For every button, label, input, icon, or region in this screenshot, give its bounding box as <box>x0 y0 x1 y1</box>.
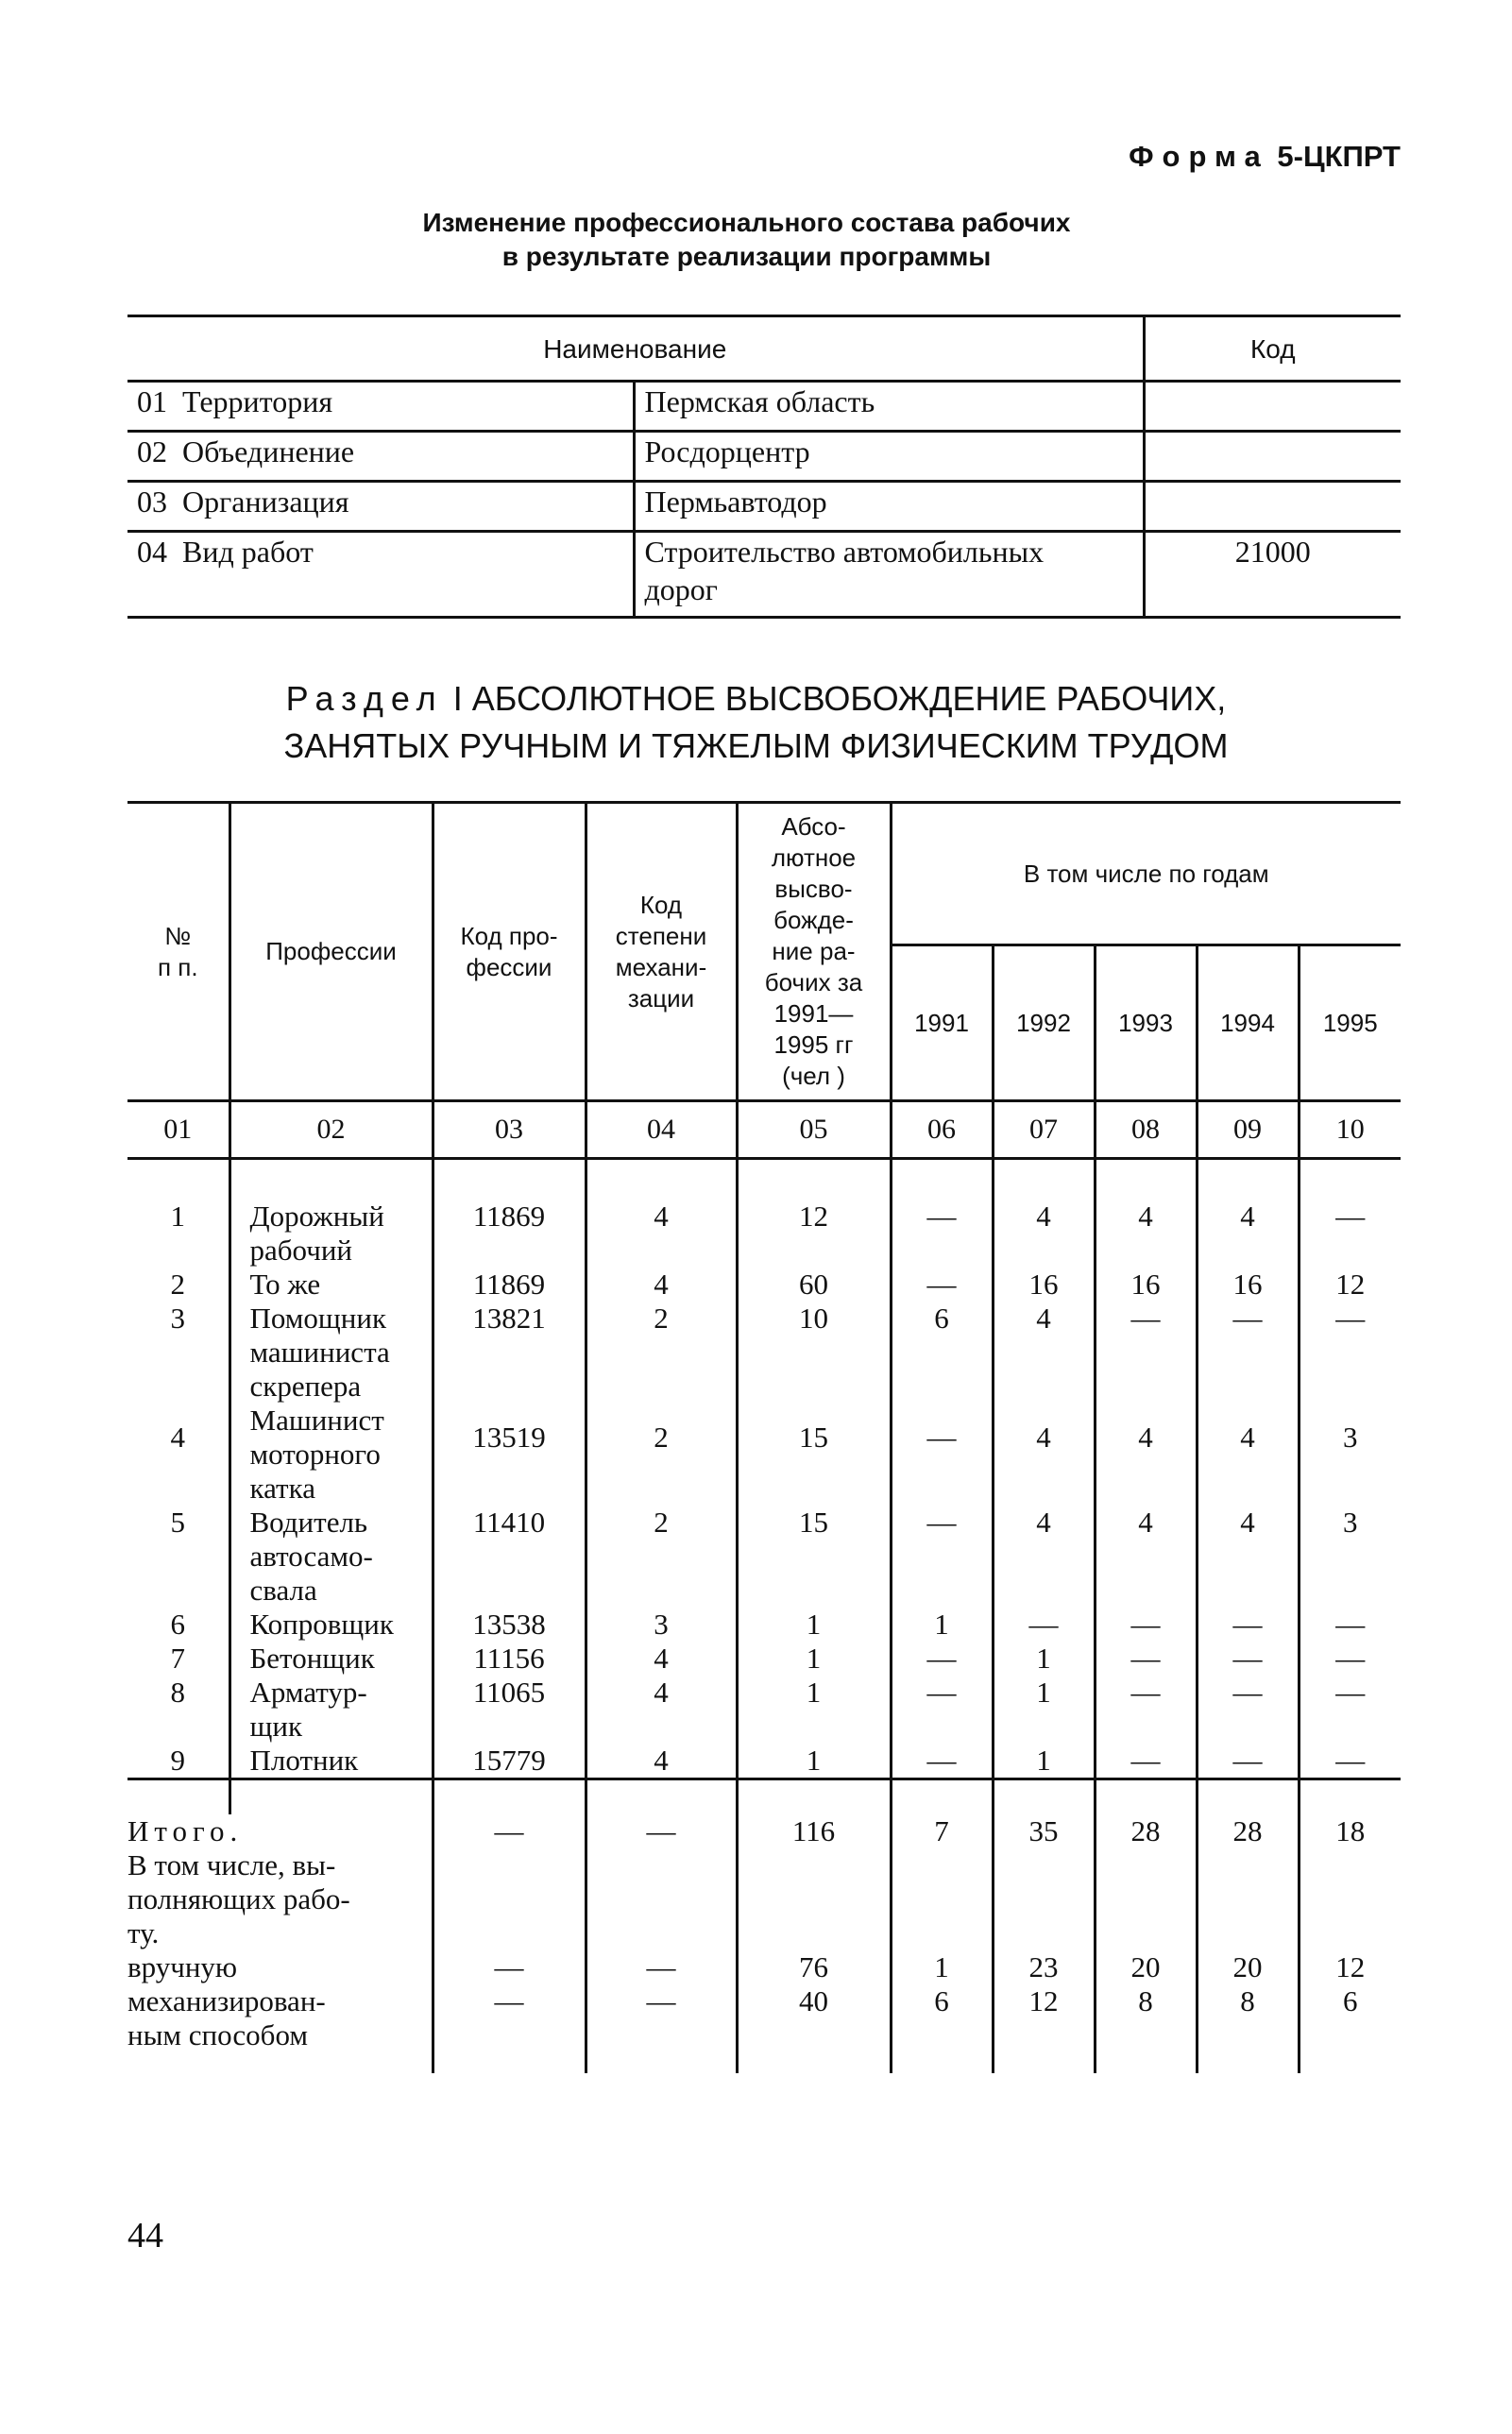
col-header-profession: Профессии <box>229 803 433 1101</box>
title-line-2: в результате реализации программы <box>501 242 992 271</box>
col-number: 01 <box>127 1101 229 1159</box>
table-row: 9 Плотник 15779 4 1 — 1 — — — <box>127 1744 1401 1779</box>
col-number: 02 <box>229 1101 433 1159</box>
col-number: 07 <box>993 1101 1095 1159</box>
col-header-year: 1991 <box>891 945 993 1101</box>
document-title <box>0 206 1512 274</box>
form-label-code: 5-ЦКПРТ <box>1277 140 1401 173</box>
col-header-year: 1992 <box>993 945 1095 1101</box>
page-number: 44 <box>127 2216 163 2255</box>
header-row <box>127 482 1401 532</box>
totals-manual-row: вручную — — 76 1 23 20 20 12 <box>127 1950 1401 1984</box>
totals-including-row: В том числе, вы- полняющих рабо- ту. <box>127 1848 1401 1950</box>
header-row <box>127 382 1401 432</box>
totals-label: Итого. <box>127 1814 244 1847</box>
header-info-table <box>127 315 1401 619</box>
totals-mechanized-row: механизирован- ным способом — — 40 6 12 8 8 6 <box>127 1984 1401 2052</box>
table-row: 7 Бетонщик 11156 4 1 — 1 — — — <box>127 1642 1401 1676</box>
table-row: 5 Водитель автосамо- свала 11410 2 15 — 4 4 4 3 <box>127 1506 1401 1608</box>
totals-row: Итого. — — 116 7 35 28 28 18 <box>127 1814 1401 1848</box>
header-row-code <box>1144 382 1401 432</box>
header-row-label: 01 Территория <box>127 382 634 432</box>
header-row-label: 02 Объединение <box>127 432 634 482</box>
header-row-value: Пермьавтодор <box>634 482 1144 532</box>
section-numeral: I <box>452 679 463 718</box>
header-row-code <box>1144 482 1401 532</box>
table-row: 3 Помощник машиниста скрепера 13821 2 10 6 4 — — — <box>127 1302 1401 1404</box>
section-prefix: Раздел <box>285 679 444 718</box>
title-line-1: Изменение профессионального состава рабочих <box>422 208 1071 237</box>
header-row-code <box>1144 432 1401 482</box>
col-header-year: 1994 <box>1197 945 1299 1101</box>
form-label <box>1129 140 1401 174</box>
col-header-abs: Абсо- лютное высво- божде- ние ра- бочих за 1991— 1995 гг (чел ) <box>737 803 891 1101</box>
table-row: 8 Арматур- щик 11065 4 1 — 1 — — — <box>127 1676 1401 1744</box>
col-number: 09 <box>1197 1101 1299 1159</box>
col-header-years-group: В том числе по годам <box>891 803 1401 945</box>
col-number: 08 <box>1095 1101 1197 1159</box>
column-number-row <box>127 1101 1401 1159</box>
header-col-name: Наименование <box>127 316 1144 382</box>
section-line-2: ЗАНЯТЫХ РУЧНЫМ И ТЯЖЕЛЫМ ФИЗИЧЕСКИМ ТРУДОМ <box>283 726 1229 765</box>
header-row-value: Росдорцентр <box>634 432 1144 482</box>
col-header-year: 1993 <box>1095 945 1197 1101</box>
col-header-code-mech: Код степени механи- зации <box>586 803 737 1101</box>
header-row-value: Строительство автомобильных дорог <box>634 532 1144 618</box>
table-row: 1 Дорожный рабочий 11869 4 12 — 4 4 4 — <box>127 1200 1401 1268</box>
col-header-num: № п п. <box>127 803 229 1101</box>
table-row: 2 То же 11869 4 60 — 16 16 16 12 <box>127 1268 1401 1302</box>
header-col-code: Код <box>1144 316 1401 382</box>
main-table <box>127 801 1401 2073</box>
col-header-code-prof: Код про- фессии <box>433 803 586 1101</box>
col-number: 05 <box>737 1101 891 1159</box>
table-row: 6 Копровщик 13538 3 1 1 — — — — <box>127 1608 1401 1642</box>
section-line-1: АБСОЛЮТНОЕ ВЫСВОБОЖДЕНИЕ РАБОЧИХ, <box>471 679 1227 718</box>
form-label-prefix: Форма <box>1129 140 1269 173</box>
header-row-code: 21000 <box>1144 532 1401 618</box>
header-row-label: 04 Вид работ <box>127 532 634 618</box>
header-row-label: 03 Организация <box>127 482 634 532</box>
col-number: 03 <box>433 1101 586 1159</box>
section-title <box>0 675 1512 770</box>
col-header-year: 1995 <box>1299 945 1401 1101</box>
header-row <box>127 532 1401 618</box>
header-row <box>127 432 1401 482</box>
col-number: 10 <box>1299 1101 1401 1159</box>
col-number: 06 <box>891 1101 993 1159</box>
col-number: 04 <box>586 1101 737 1159</box>
header-row-value: Пермская область <box>634 382 1144 432</box>
table-row: 4 Машинист моторного катка 13519 2 15 — 4 4 4 3 <box>127 1404 1401 1506</box>
